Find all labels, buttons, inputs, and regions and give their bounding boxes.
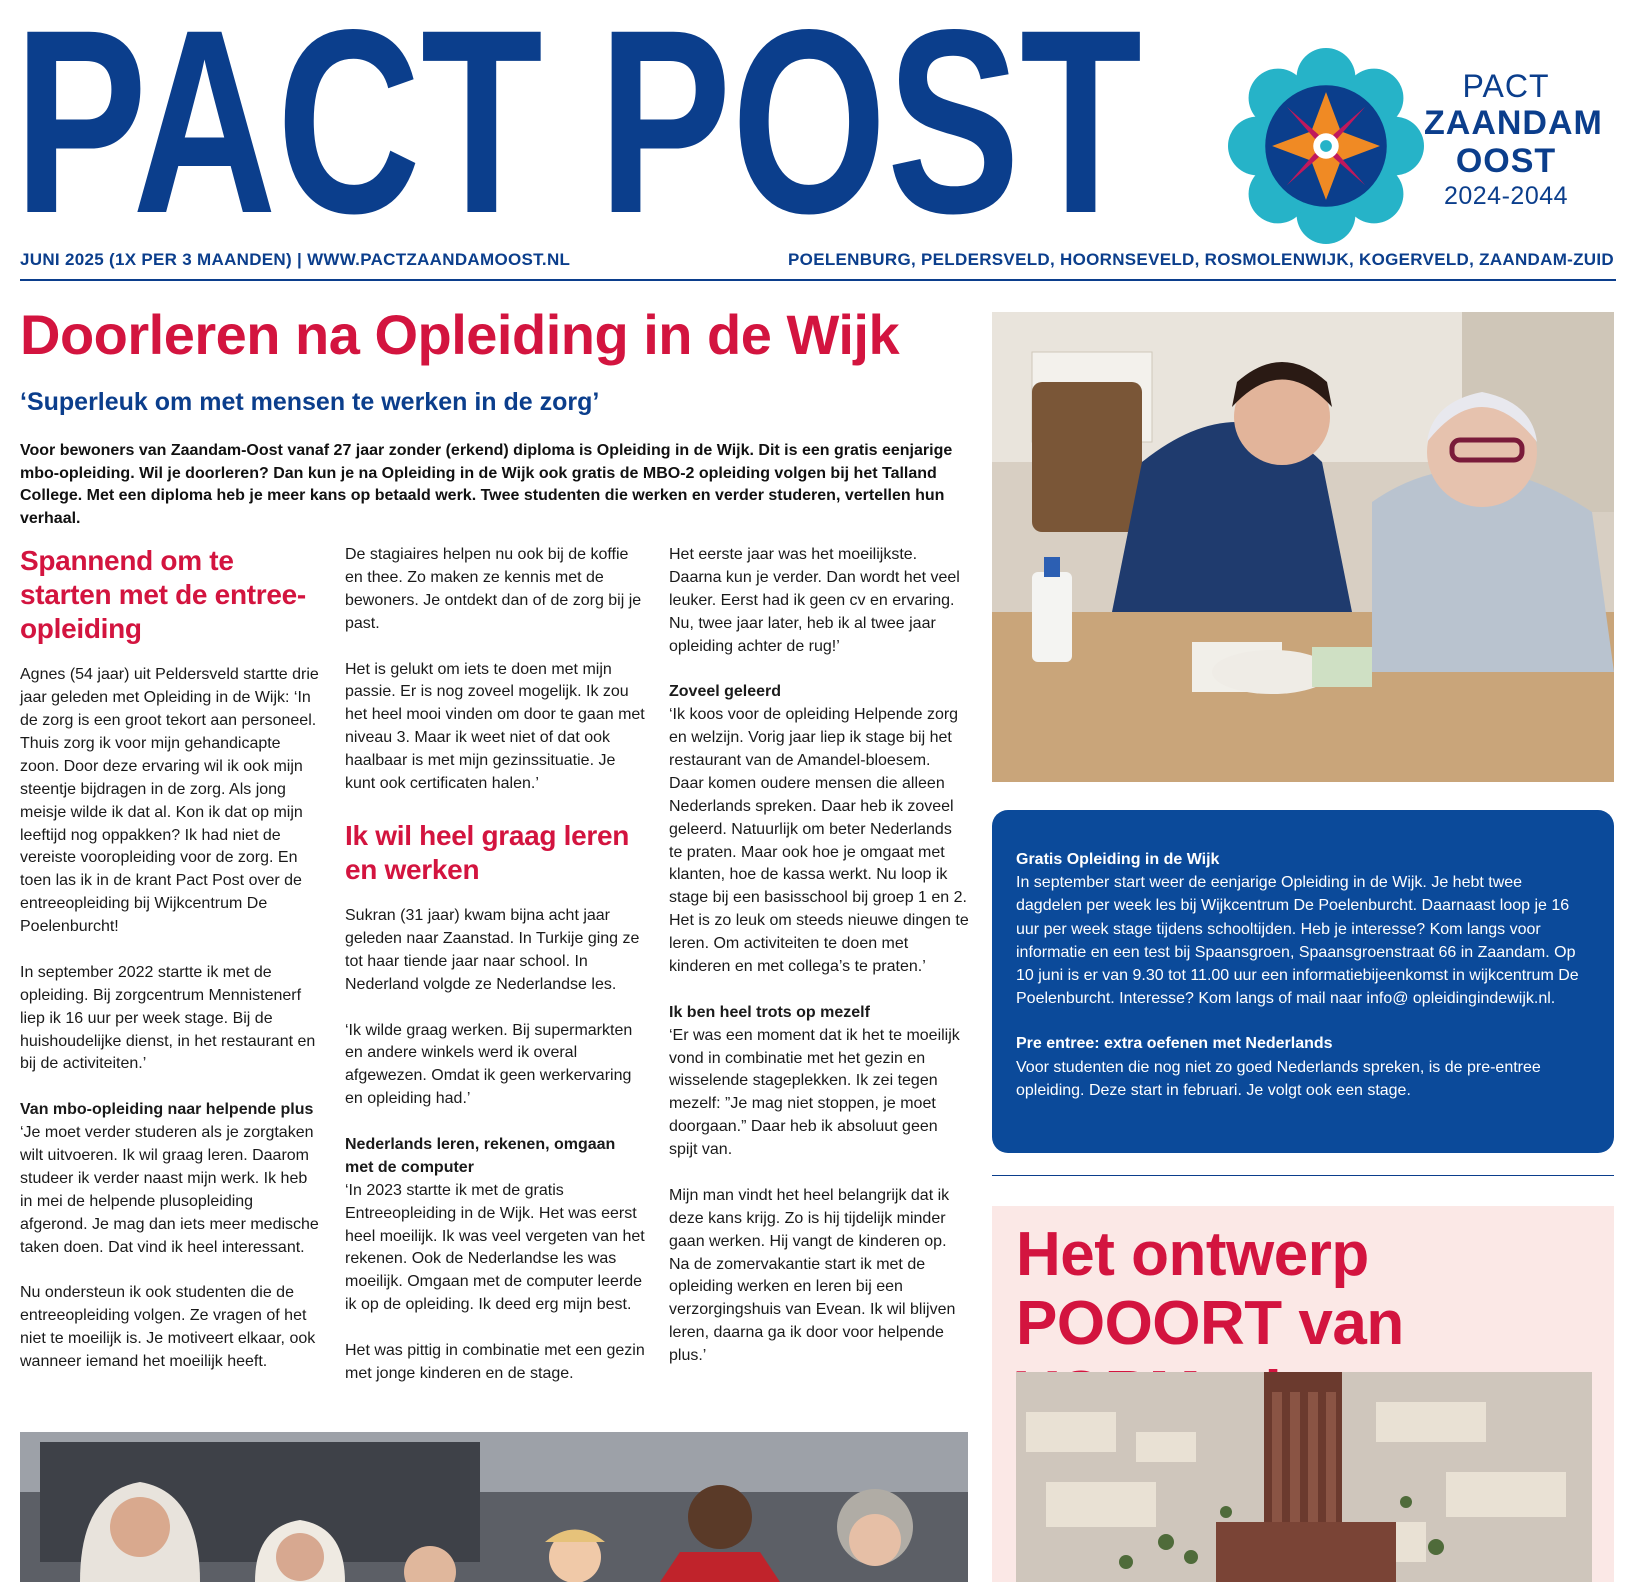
photo-students-group — [20, 1432, 968, 1582]
pact-rosette-logo — [1228, 48, 1424, 244]
subheading: Zoveel geleerd — [669, 683, 782, 701]
info-box-text: Voor studenten die nog niet zo goed Nederlands spreken, is de pre-entree opleiding. Deze start in februari. Je volgt ook een stage. — [1016, 1058, 1541, 1099]
subheading: Ik ben heel trots op mezelf — [669, 1003, 870, 1021]
photo-caregiver-with-resident — [992, 312, 1614, 782]
paragraph: Het is gelukt om iets te doen met mijn passie. Er is nog zoveel mogelijk. Ik zou het heel mooi vinden om door te gaan met niveau 3. Maar ik weet niet of dat ook haalbaar is met mijn gezinssituatie. Je kunt ook certificaten halen.’ — [345, 660, 645, 792]
masthead-title — [14, 6, 1144, 238]
article-column-1 — [20, 544, 320, 1397]
photo-architecture-model — [1016, 1372, 1592, 1582]
paragraph: Het was pittig in combinatie met een gezin met jonge kinderen en de stage. — [345, 1342, 645, 1382]
section-heading: Spannend om te starten met de entree-opleiding — [20, 545, 306, 645]
paragraph: ‘Ik koos voor de opleiding Helpende zorg en welzijn. Vorig jaar liep ik stage bij het restaurant van de Amandel-bloesem. Daar komen oudere mensen die alleen Nederlands spreken. Daar heb ik zoveel geleerd. Natuurlijk om beter Nederlands te praten. Maar ook hoe je omgaat met klanten, hoe de kassa werkt. Nu loop ik stage bij een basisschool bij groep 1 en 2. Het is zo leuk om steeds nieuwe dingen te leren. Om activiteiten te doen met kinderen en met collega’s te praten.’ — [669, 706, 969, 975]
paragraph: Het eerste jaar was het moeilijkste. Daarna kun je verder. Dan wordt het veel leuker. Eerst had ik geen cv en ervaring. Nu, twee jaar later, heb ik al twee jaar opleiding achter de rug!’ — [669, 546, 960, 655]
article-subhead: ‘Superleuk om met mensen te werken in de zorg’ — [20, 388, 600, 416]
article2-headline: Het ontwerp POOORT van — [1016, 1220, 1404, 1359]
paragraph: Mijn man vindt het heel belangrijk dat ik deze kans krijg. Zo is hij tijdelijk minder gaan werken. Hij vangt de kinderen op. Na de zomervakantie start ik met de opleiding werken en leren bij een verzorgingshuis van Evean. Ik wil blijven leren, daarna ga ik door voor helpende plus.’ — [669, 1186, 956, 1364]
neighbourhoods-list: POELENBURG, PELDERSVELD, HOORNSEVELD, ROSMOLENWIJK, KOGERVELD, ZAANDAM-ZUID — [788, 250, 1614, 269]
info-box-text: In september start weer de eenjarige Opleiding in de Wijk. Je hebt twee dagdelen per week les bij Wijkcentrum De Poelenburcht. Daarnaast loop je 16 uur per week stage tijdens schooltijden. Heb je interesse? Kom langs voor informatie en een test bij Spaansgroen, Spaansgroenstraat 66 in Zaandam. Op 10 juni is er van 9.30 tot 11.00 uur een informatiebijeenkomst in wijkcentrum De Poelenburcht. Interesse? Kom langs of mail naar info@ opleidingindewijk.nl. — [1016, 874, 1579, 1008]
paragraph: ‘In 2023 startte ik met de gratis Entreeopleiding in de Wijk. Het was eerst heel moeilijk. Ik was veel vergeten van het rekenen. Ook de Nederlandse les was moeilijk. Omgaan met de computer leerde ik op de opleiding. Ik deed erg mijn best. — [345, 1181, 645, 1314]
paragraph: ‘Je moet verder studeren als je zorgtaken wilt uitvoeren. Ik wil graag leren. Daarom studeer ik verder naast mijn werk. Ik heb in mei de helpende plusopleiding afgerond. Je mag dan iets meer medische taken doen. Dat vind ik heel interessant. — [20, 1124, 319, 1256]
issue-info: JUNI 2025 (1X PER 3 MAANDEN) | WWW.PACTZAANDAMOOST.NL — [20, 250, 571, 269]
logo-wordmark — [1424, 68, 1603, 210]
subheading: Van mbo-opleiding naar helpende plus — [20, 1101, 314, 1119]
column-divider — [992, 1175, 1614, 1176]
paragraph: In september 2022 startte ik met de opleiding. Bij zorgcentrum Mennistenerf liep ik 16 uur per week stage. Bij de huishoudelijke dienst, in het restaurant en bij de activiteiten.’ — [20, 963, 316, 1073]
info-box-title: Pre entree: extra oefenen met Nederlands — [1016, 1035, 1333, 1053]
article-intro: Voor bewoners van Zaandam-Oost vanaf 27 jaar zonder (erkend) diploma is Opleiding in de Wijk. Dit is een gratis eenjarige mbo-opleiding. Wil je doorleren? Dan kun je na Opleiding in de Wijk ook gratis de MBO-2 opleiding volgen bij het Talland College. Met een diploma heb je meer kans op betaald werk. Twee studenten die werken en verder studeren, vertellen hun verhaal. — [20, 442, 953, 528]
paragraph: Agnes (54 jaar) uit Peldersveld startte drie jaar geleden met Opleiding in de Wijk: ‘In de zorg is een groot tekort aan personeel. Thuis zorg ik voor mijn gehandicapte zoon. Door deze ervaring wil ik ook mijn steentje bijdragen in de zorg. Als jong meisje wilde ik dat al. Kon ik dat op mijn leeftijd nog oppakken? Ik had niet de vereiste vooropleiding voor de zorg. En toen las ik in de krant Pact Post over de entreeopleiding bij Wijkcentrum De Poelenburcht! — [20, 666, 319, 936]
header-divider — [20, 279, 1616, 281]
paragraph: De stagiaires helpen nu ook bij de koffie en thee. Zo maken ze kennis met de bewoners. Je ontdekt dan of de zorg bij je past. — [345, 546, 642, 632]
paragraph: Sukran (31 jaar) kwam bijna acht jaar geleden naar Zaanstad. In Turkije ging ze tot haar tiende jaar naar school. In Nederland volgde ze Nederlandse les. — [345, 907, 640, 993]
article-column-2 — [345, 544, 645, 1409]
logo-line-pact: PACT — [1462, 68, 1550, 104]
info-box-title: Gratis Opleiding in de Wijk — [1016, 851, 1220, 868]
logo-years: 2024-2044 — [1443, 182, 1569, 210]
masthead-text: PACT POST — [14, 6, 1142, 238]
paragraph: ‘Er was een moment dat ik het te moeilijk vond in combinatie met het gezin en wisselende stageplekken. Ik zei tegen mezelf: ”Je mag niet stoppen, je moet doorgaan.” Daar heb ik absoluut geen spijt van. — [669, 1026, 960, 1158]
logo-line-zaandam: ZAANDAM — [1424, 104, 1603, 142]
logo-line-oost: OOST — [1455, 142, 1557, 180]
subheading: Nederlands leren, rekenen, omgaan met de computer — [345, 1136, 616, 1176]
article-column-3 — [669, 544, 969, 1391]
info-box-opleiding — [992, 810, 1614, 1153]
paragraph: ‘Ik wilde graag werken. Bij supermarkten en andere winkels werd ik overal afgewezen. Omdat ik geen werkervaring en opleiding had.’ — [345, 1021, 633, 1108]
paragraph: Nu ondersteun ik ook studenten die de entreeopleiding volgen. Ze vragen of het niet te moeilijk is. Je motiveert elkaar, ook wanneer iemand het moeilijk heeft. — [20, 1284, 316, 1371]
article-headline: Doorleren na Opleiding in de Wijk — [20, 303, 900, 366]
section-heading: Ik wil heel graag leren en werken — [345, 819, 630, 885]
